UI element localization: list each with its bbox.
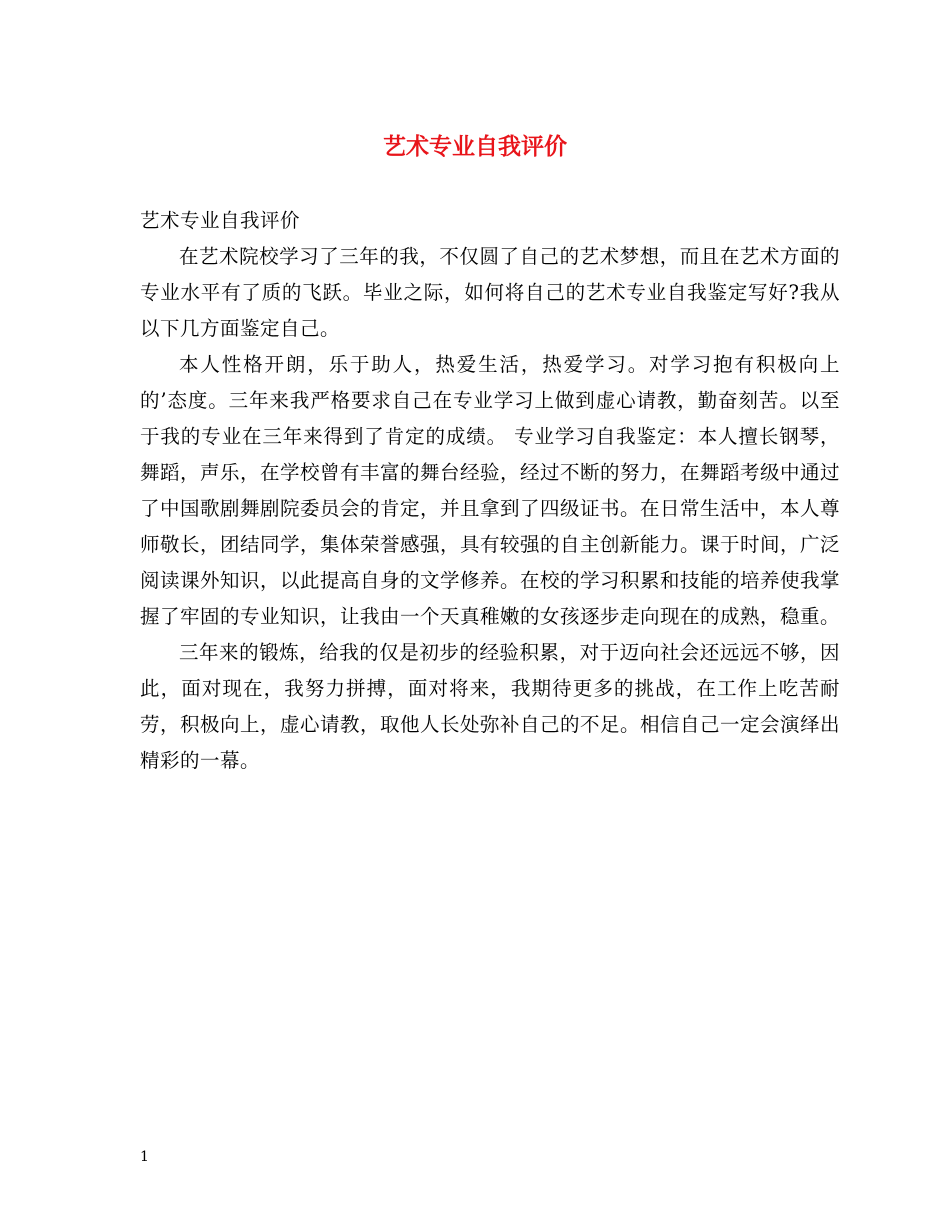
document-title: 艺术专业自我评价: [383, 133, 567, 160]
paragraph-3: 三年来的锻炼，给我的仅是初步的经验积累，对于迈向社会还远远不够，因此，面对现在，我努力拼搏，面对将来，我期待更多的挑战，在工作上吃苦耐劳，积极向上，虚心请教，取他人长处弥补自己的不足。相信自己一定会演绎出精彩的一幕。: [140, 641, 841, 772]
document-body: [140, 203, 840, 779]
paragraph-1: 在艺术院校学习了三年的我，不仅圆了自己的艺术梦想，而且在艺术方面的专业水平有了质的飞跃。毕业之际，如何将自己的艺术专业自我鉴定写好?我从以下几方面鉴定自己。: [140, 245, 840, 340]
paragraph-2: 本人性格开朗，乐于助人，热爱生活，热爱学习。对学习抱有积极向上的’态度。三年来我严格要求自己在专业学习上做到虚心请教，勤奋刻苦。以至于我的专业在三年来得到了肯定的成绩。 专业学习自我鉴定：本人擅长钢琴，舞蹈，声乐，在学校曾有丰富的舞台经验，经过不断的努力，在舞蹈考级中通过了中国歌剧舞剧院委员会的肯定，并且拿到了四级证书。在日常生活中，本人尊师敬长，团结同学，集体荣誉感强，具有较强的自主创新能力。课于时间，广泛阅读课外知识，以此提高自身的文学修养。在校的学习积累和技能的培养使我掌握了牢固的专业知识，让我由一个天真稚嫩的女孩逐步走向现在的成熟，稳重。: [140, 353, 841, 628]
document-subtitle: 艺术专业自我评价: [140, 209, 301, 232]
page-number: 1: [140, 1149, 149, 1165]
